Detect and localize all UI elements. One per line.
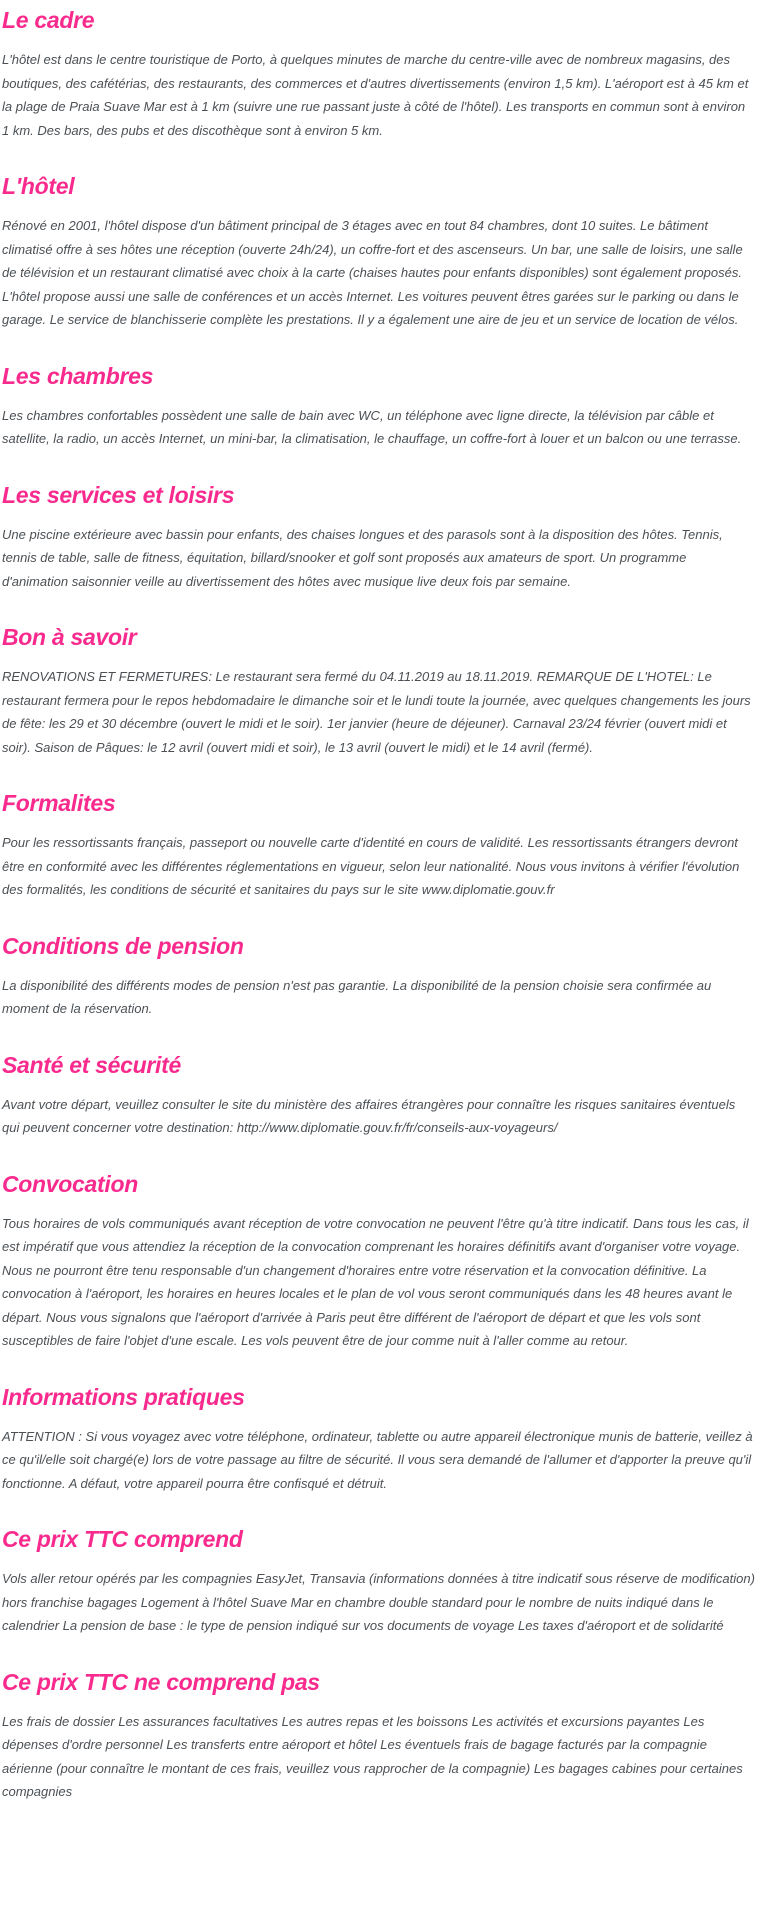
section-les-services-et-loisirs [2, 481, 755, 594]
section-body-ce-prix-ttc-ne-comprend-pas: Les frais de dossier Les assurances facultatives Les autres repas et les boissons Les activités et excursions payantes Les dépenses d'ordre personnel Les transferts entre aéroport et hôtel Les éventuels frais de bagage facturés par la compagnie aérienne (pour connaître le montant de ces frais, veuillez vous rapprocher de la compagnie) Les bagages cabines pour certaines compagnies [2, 1713, 743, 1799]
hotel-description-document [0, 6, 758, 1804]
section-conditions-de-pension [2, 932, 755, 1021]
section-les-chambres [2, 362, 755, 451]
section-heading-bon-a-savoir: Bon à savoir [2, 624, 137, 650]
section-heading-l-hotel: L'hôtel [2, 173, 75, 199]
section-bon-a-savoir [2, 623, 755, 759]
section-body-convocation: Tous horaires de vols communiqués avant réception de votre convocation ne peuvent l'être qu'à titre indicatif. Dans tous les cas, il est impératif que vous attendiez la réception de la convocation comprenant les horaires définitifs avant d'organiser votre voyage. Nous ne pourront être tenu responsable d'un changement d'horaires entre votre réservation et la convocation définitive. La convocation à l'aéroport, les horaires en heures locales et le plan de vol vous seront communiqués dans les 48 heures avant le départ. Nous vous signalons que l'aéroport d'arrivée à Paris peut être différent de l'aéroport de départ et que les vols sont susceptibles de faire l'objet d'une escale. Les vols peuvent être de jour comme nuit à l'aller comme au retour. [2, 1215, 749, 1348]
section-body-les-services-et-loisirs: Une piscine extérieure avec bassin pour enfants, des chaises longues et des parasols sont à la disposition des hôtes. Tennis, tennis de table, salle de fitness, équitation, billard/snooker et golf sont proposés aux amateurs de sport. Un programme d'animation saisonnier veille au divertissement des hôtes avec musique live deux fois par semaine. [2, 526, 723, 589]
section-informations-pratiques [2, 1383, 755, 1496]
section-heading-ce-prix-ttc-ne-comprend-pas: Ce prix TTC ne comprend pas [2, 1668, 320, 1695]
section-heading-conditions-de-pension: Conditions de pension [2, 932, 244, 959]
section-body-le-cadre: L'hôtel est dans le centre touristique de Porto, à quelques minutes de marche du centre-ville avec de nombreux magasins, des boutiques, des cafétérias, des restaurants, des commerces et d'autres divertissements (environ 1,5 km). L'aéroport est à 45 km et la plage de Praia Suave Mar est à 1 km (suivre une rue passant juste à côté de l'hôtel). Les transports en commun sont à environ 1 km. Des bars, des pubs et des discothèque sont à environ 5 km. [2, 52, 749, 138]
section-body-formalites: Pour les ressortissants français, passeport ou nouvelle carte d'identité en cours de validité. Les ressortissants étrangers devront être en conformité avec les différentes réglementations en vigueur, selon leur nationalité. Nous vous invitons à vérifier l'évolution des formalités, les conditions de sécurité et sanitaires du pays sur le site www.diplomatie.gouv.fr [2, 835, 740, 897]
section-body-informations-pratiques: ATTENTION : Si vous voyagez avec votre téléphone, ordinateur, tablette ou autre appareil électronique munis de batterie, veillez à ce qu'il/elle soit chargé(e) lors de votre passage au filtre de sécurité. Il vous sera demandé de l'allumer et d'apporter la preuve qu'il fonctionne. A défaut, votre appareil pourra être confisqué et détruit. [2, 1428, 753, 1491]
section-ce-prix-ttc-ne-comprend-pas [2, 1668, 755, 1804]
section-heading-le-cadre: Le cadre [2, 7, 95, 33]
section-l-hotel [2, 172, 755, 332]
section-body-bon-a-savoir: RENOVATIONS ET FERMETURES: Le restaurant sera fermé du 04.11.2019 au 18.11.2019. REMARQUE DE L'HOTEL: Le restaurant fermera pour le repos hebdomadaire le dimanche soir et le lundi toute la journée, avec quelques changements les jours de fête: les 29 et 30 décembre (ouvert le midi et le soir). 1er janvier (heure de déjeuner). Carnaval 23/24 février (ouvert midi et soir). Saison de Pâques: le 12 avril (ouvert midi et soir), le 13 avril (ouvert le midi) et le 14 avril (fermé). [2, 669, 751, 755]
section-body-les-chambres: Les chambres confortables possèdent une salle de bain avec WC, un téléphone avec ligne directe, la télévision par câble et satellite, la radio, un accès Internet, un mini-bar, la climatisation, le chauffage, un coffre-fort à louer et un balcon ou une terrasse. [2, 407, 742, 446]
section-convocation [2, 1170, 755, 1353]
section-sante-et-securite [2, 1051, 755, 1140]
section-body-ce-prix-ttc-comprend: Vols aller retour opérés par les compagnies EasyJet, Transavia (informations données à titre indicatif sous réserve de modification) hors franchise bagages Logement à l'hôtel Suave Mar en chambre double standard pour le nombre de nuits indiqué dans le calendrier La pension de base : le type de pension indiqué sur vos documents de voyage Les taxes d'aéroport et de solidarité [2, 1571, 755, 1633]
section-formalites [2, 789, 755, 902]
section-heading-les-chambres: Les chambres [2, 362, 154, 389]
section-heading-sante-et-securite: Santé et sécurité [2, 1051, 181, 1078]
section-heading-formalites: Formalites [2, 790, 116, 816]
section-body-conditions-de-pension: La disponibilité des différents modes de pension n'est pas garantie. La disponibilité de la pension choisie sera confirmée au moment de la réservation. [2, 977, 712, 1016]
section-heading-convocation: Convocation [2, 1170, 138, 1197]
section-heading-les-services-et-loisirs: Les services et loisirs [2, 481, 235, 508]
section-heading-ce-prix-ttc-comprend: Ce prix TTC comprend [2, 1526, 243, 1552]
section-le-cadre [2, 6, 755, 142]
section-body-sante-et-securite: Avant votre départ, veuillez consulter le site du ministère des affaires étrangères pour connaître les risques sanitaires éventuels qui peuvent concerner votre destination: http://www.diplomatie.gouv.fr/fr/conseils-aux-voyageurs/ [2, 1096, 736, 1135]
section-body-l-hotel: Rénové en 2001, l'hôtel dispose d'un bâtiment principal de 3 étages avec en tout 84 chambres, dont 10 suites. Le bâtiment climatisé offre à ses hôtes une réception (ouverte 24h/24), un coffre-fort et des ascenseurs. Un bar, une salle de loisirs, une salle de télévision et un restaurant climatisé avec choix à la carte (chaises hautes pour enfants disponibles) sont également proposés. L'hôtel propose aussi une salle de conférences et un accès Internet. Les voitures peuvent êtres garées sur le parking ou dans le garage. Le service de blanchisserie complète les prestations. Il y a également une aire de jeu et un service de location de vélos. [2, 218, 743, 327]
section-heading-informations-pratiques: Informations pratiques [2, 1383, 245, 1410]
section-ce-prix-ttc-comprend [2, 1525, 755, 1638]
